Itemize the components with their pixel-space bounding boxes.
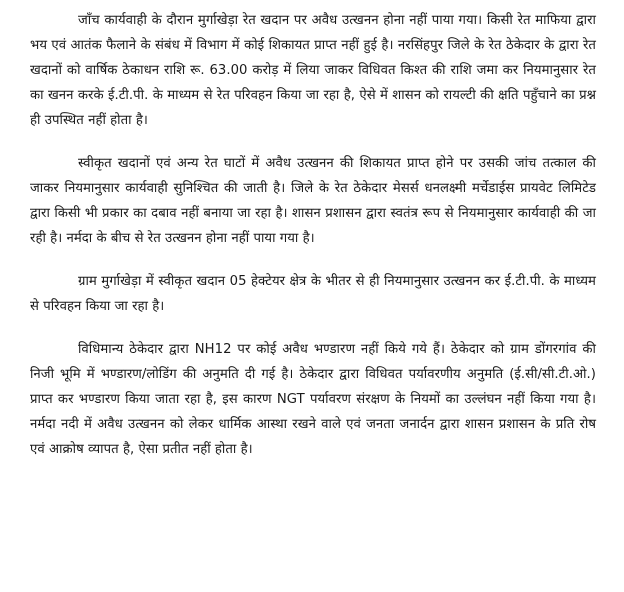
paragraph-murgakheda-mine: ग्राम मुर्गाखेड़ा में स्वीकृत खदान 05 हेक्टेयर क्षेत्र के भीतर से ही नियमानुसार उत्खनन कर ई.टी.पी. के माध्यम से परिवहन किया जा रहा है।: [30, 274, 596, 314]
paragraph-complaint-action: स्वीकृत खदानों एवं अन्य रेत घाटों में अवैध उत्खनन की शिकायत प्राप्त होने पर उसकी जांच तत्काल की जाकर नियमानुसार कार्यवाही सुनिश्चित की जाती है। जिले के रेत ठेकेदार मेसर्स धनलक्ष्मी मर्चेडाईस प्रायवेट लिमिटेड द्वारा किसी भी प्रकार का दबाव नहीं बनाया जा रहा है। शासन प्रशासन द्वारा स्वतंत्र रूप से नियमानुसार कार्यवाही की जा रही है। नर्मदा के बीच से रेत उत्खनन होना नहीं पाया गया है।: [30, 156, 596, 246]
paragraph-contractor-storage: विधिमान्य ठेकेदार द्वारा NH12 पर कोई अवैध भण्डारण नहीं किये गये हैं। ठेकेदार को ग्राम डोंगरगांव की निजी भूमि में भण्डारण/लोडिंग की अनुमति दी गई है। ठेकेदार द्वारा विधिवत पर्यावरणीय अनुमति (ई.सी/सी.टी.ओ.) प्राप्त कर भण्डारण किया जाता रहा है, इस कारण NGT पर्यावरण संरक्षण के नियमों का उल्लंघन नहीं किया गया है। नर्मदा नदी में अवैध उत्खनन को लेकर धार्मिक आस्था रखने वाले एवं जनता जनार्दन द्वारा शासन प्रशासन के प्रति रोष एवं आक्रोष व्यापत है, ऐसा प्रतीत नहीं होता है।: [30, 342, 596, 457]
paragraph-inquiry-findings: जाँच कार्यवाही के दौरान मुर्गाखेड़ा रेत खदान पर अवैध उत्खनन होना नहीं पाया गया। किसी रेत माफिया द्वारा भय एवं आतंक फैलाने के संबंध में विभाग में कोई शिकायत प्राप्त नहीं हुई है। नरसिंहपुर जिले के रेत ठेकेदार के द्वारा रेत खदानों को वार्षिक ठेकाधन राशि रू. 63.00 करोड़ में लिया जाकर विधिवत किश्त की राशि जमा कर नियमानुसार रेत का खनन करके ई.टी.पी. के माध्यम से रेत परिवहन किया जा रहा है, ऐसे में शासन को रायल्टी की क्षति पहुँचाने का प्रश्न ही उपस्थित नहीं होता है।: [30, 13, 596, 128]
